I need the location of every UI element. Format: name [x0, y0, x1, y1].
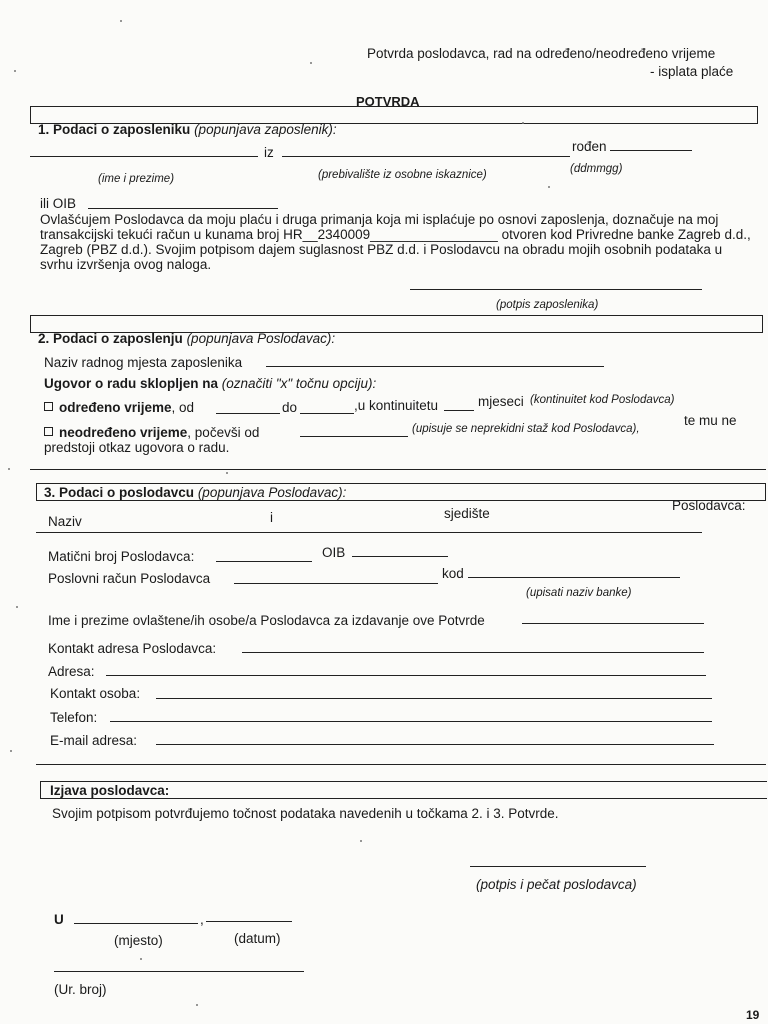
- email-label: E-mail adresa:: [50, 733, 138, 748]
- employer-oib-label: OIB: [322, 545, 346, 560]
- address-field[interactable]: [106, 675, 706, 676]
- fixed-months-label: mjeseci: [478, 394, 524, 409]
- i-label: i: [270, 510, 273, 525]
- bank-caption: (upisati naziv banke): [526, 587, 632, 599]
- birthdate-caption: (ddmmgg): [570, 163, 623, 175]
- fixed-do-label: do: [282, 400, 298, 415]
- scan-speck: [360, 840, 362, 842]
- fixed-to-field[interactable]: [300, 413, 354, 414]
- contact-person-field[interactable]: [156, 698, 712, 699]
- racun-label: Poslovni račun Poslodavca: [48, 571, 211, 586]
- scan-speck: [196, 1004, 198, 1006]
- contract-heading: [44, 376, 376, 391]
- name-caption: (ime i prezime): [98, 173, 175, 185]
- place-field[interactable]: [74, 923, 198, 924]
- ref-number-field[interactable]: [54, 971, 304, 972]
- page-title: POTVRDA: [356, 94, 420, 109]
- indefinite-label: neodređeno vrijeme: [59, 425, 188, 440]
- place-caption: (mjesto): [114, 933, 163, 948]
- bank-field[interactable]: [468, 577, 680, 578]
- section3-divider: [36, 764, 766, 765]
- ref-number-caption: (Ur. broj): [54, 982, 107, 997]
- scan-speck: [120, 20, 122, 22]
- contact-address-label: Kontakt adresa Poslodavca:: [48, 641, 217, 656]
- section1-note: (popunjava zaposlenik):: [194, 122, 337, 137]
- fixed-months-field[interactable]: [444, 410, 474, 411]
- naziv-label: Naziv: [48, 514, 82, 529]
- comma: ,: [200, 912, 204, 927]
- scan-speck: [310, 62, 312, 64]
- scan-speck: [14, 70, 16, 72]
- contract-note: (označiti "x" točnu opciju):: [221, 376, 377, 391]
- poslodavca-label: Poslodavca:: [672, 498, 746, 513]
- phone-label: Telefon:: [50, 710, 98, 725]
- oib-label: ili OIB: [40, 196, 77, 211]
- indefinite-from-field[interactable]: [300, 436, 408, 437]
- section2-divider: [30, 469, 766, 470]
- address-label: Adresa:: [48, 664, 95, 679]
- maticni-label: Matični broj Poslodavca:: [48, 549, 195, 564]
- fixed-continuity-label: ,u kontinuitetu: [354, 398, 439, 413]
- kod-label: kod: [442, 566, 464, 581]
- contact-address-field[interactable]: [242, 652, 704, 653]
- section3-note: (popunjava Poslodavac):: [197, 485, 347, 500]
- residence-caption: (prebivalište iz osobne iskaznice): [318, 169, 487, 181]
- authorized-person-label: Ime i prezime ovlaštene/ih osobe/a Poslodavca za izdavanje ove Potvrde: [48, 613, 485, 628]
- scan-speck: [10, 750, 12, 752]
- phone-field[interactable]: [110, 721, 712, 722]
- scan-speck: [8, 468, 10, 470]
- birthdate-field[interactable]: [610, 150, 692, 151]
- indefinite-te-mu-ne: te mu ne: [684, 413, 737, 428]
- fixed-continuity-note: (kontinuitet kod Poslodavca): [530, 394, 675, 406]
- iz-label: iz: [264, 145, 274, 160]
- fixed-term-checkbox[interactable]: [44, 402, 53, 411]
- account-field[interactable]: [234, 583, 438, 584]
- scan-speck: [140, 958, 142, 960]
- fixed-od-label: , od: [171, 400, 195, 415]
- indefinite-note: (upisuje se neprekidni staž kod Poslodavca),: [412, 423, 640, 435]
- section1-heading: [38, 122, 337, 137]
- page-number: 19: [746, 1008, 760, 1022]
- email-field[interactable]: [156, 744, 714, 745]
- fixed-from-field[interactable]: [216, 413, 280, 414]
- employee-signature-caption: (potpis zaposlenika): [496, 299, 599, 311]
- oib-field[interactable]: [88, 208, 278, 209]
- indefinite-from-label: , počevši od: [187, 425, 260, 440]
- section3-heading: [44, 485, 346, 500]
- job-label: Naziv radnog mjesta zaposlenika: [44, 355, 243, 370]
- employer-signature-caption: (potpis i pečat poslodavca): [476, 877, 637, 892]
- scan-speck: [548, 186, 550, 188]
- indefinite-rest: predstoji otkaz ugovora o radu.: [44, 440, 230, 455]
- section2-note: (popunjava Poslodavac):: [186, 331, 336, 346]
- name-field[interactable]: [30, 156, 258, 157]
- roden-label: rođen: [572, 139, 607, 154]
- employee-signature-field[interactable]: [410, 289, 702, 290]
- section2-title: 2. Podaci o zaposlenju: [38, 331, 183, 346]
- scan-speck: [16, 606, 18, 608]
- authorized-person-field[interactable]: [522, 623, 704, 624]
- scan-speck: [226, 472, 228, 474]
- fixed-term-row: [44, 400, 194, 415]
- form-subtitle: Potvrda poslodavca, rad na određeno/neodređeno vrijeme: [367, 46, 716, 61]
- contact-person-label: Kontakt osoba:: [50, 686, 141, 701]
- employer-signature-field[interactable]: [470, 866, 646, 867]
- indefinite-row: [44, 425, 259, 440]
- indefinite-checkbox[interactable]: [44, 427, 53, 436]
- scan-speck: [522, 122, 524, 124]
- date-caption: (datum): [234, 931, 281, 946]
- form-subtitle-2: - isplata plaće: [650, 64, 734, 79]
- section3-title: 3. Podaci o poslodavcu: [44, 485, 195, 500]
- sjediste-label: sjedište: [444, 506, 490, 521]
- statement-title: Izjava poslodavca:: [50, 783, 170, 798]
- residence-field[interactable]: [282, 156, 570, 157]
- maticni-field[interactable]: [216, 561, 312, 562]
- u-label: U: [54, 912, 64, 927]
- job-field[interactable]: [266, 366, 604, 367]
- fixed-term-label: određeno vrijeme: [59, 400, 172, 415]
- employer-oib-field[interactable]: [352, 556, 448, 557]
- statement-text: Svojim potpisom potvrđujemo točnost podataka navedenih u točkama 2. i 3. Potvrde.: [52, 806, 559, 821]
- date-field[interactable]: [206, 921, 292, 922]
- contract-label: Ugovor o radu sklopljen na: [44, 376, 219, 391]
- section1-title: 1. Podaci o zaposleniku: [38, 122, 191, 137]
- authorization-text: Ovlašćujem Poslodavca da moju plaću i druga primanja koja mi isplaćuje po osnovi zaposlenja, doznačuje na moj transakcijski tekući račun u kunama broj HR__2340009_________________ otvoren kod Privredne banke Zagreb d.d., Zagreb (PBZ d.d.). Svojim potpisom dajem suglasnost PBZ d.d. i Poslodavcu na obradu mojih osobnih podataka u svrhu izvršenja ovog naloga.: [40, 212, 751, 272]
- section2-heading: [38, 331, 335, 346]
- employer-name-field[interactable]: [36, 532, 702, 533]
